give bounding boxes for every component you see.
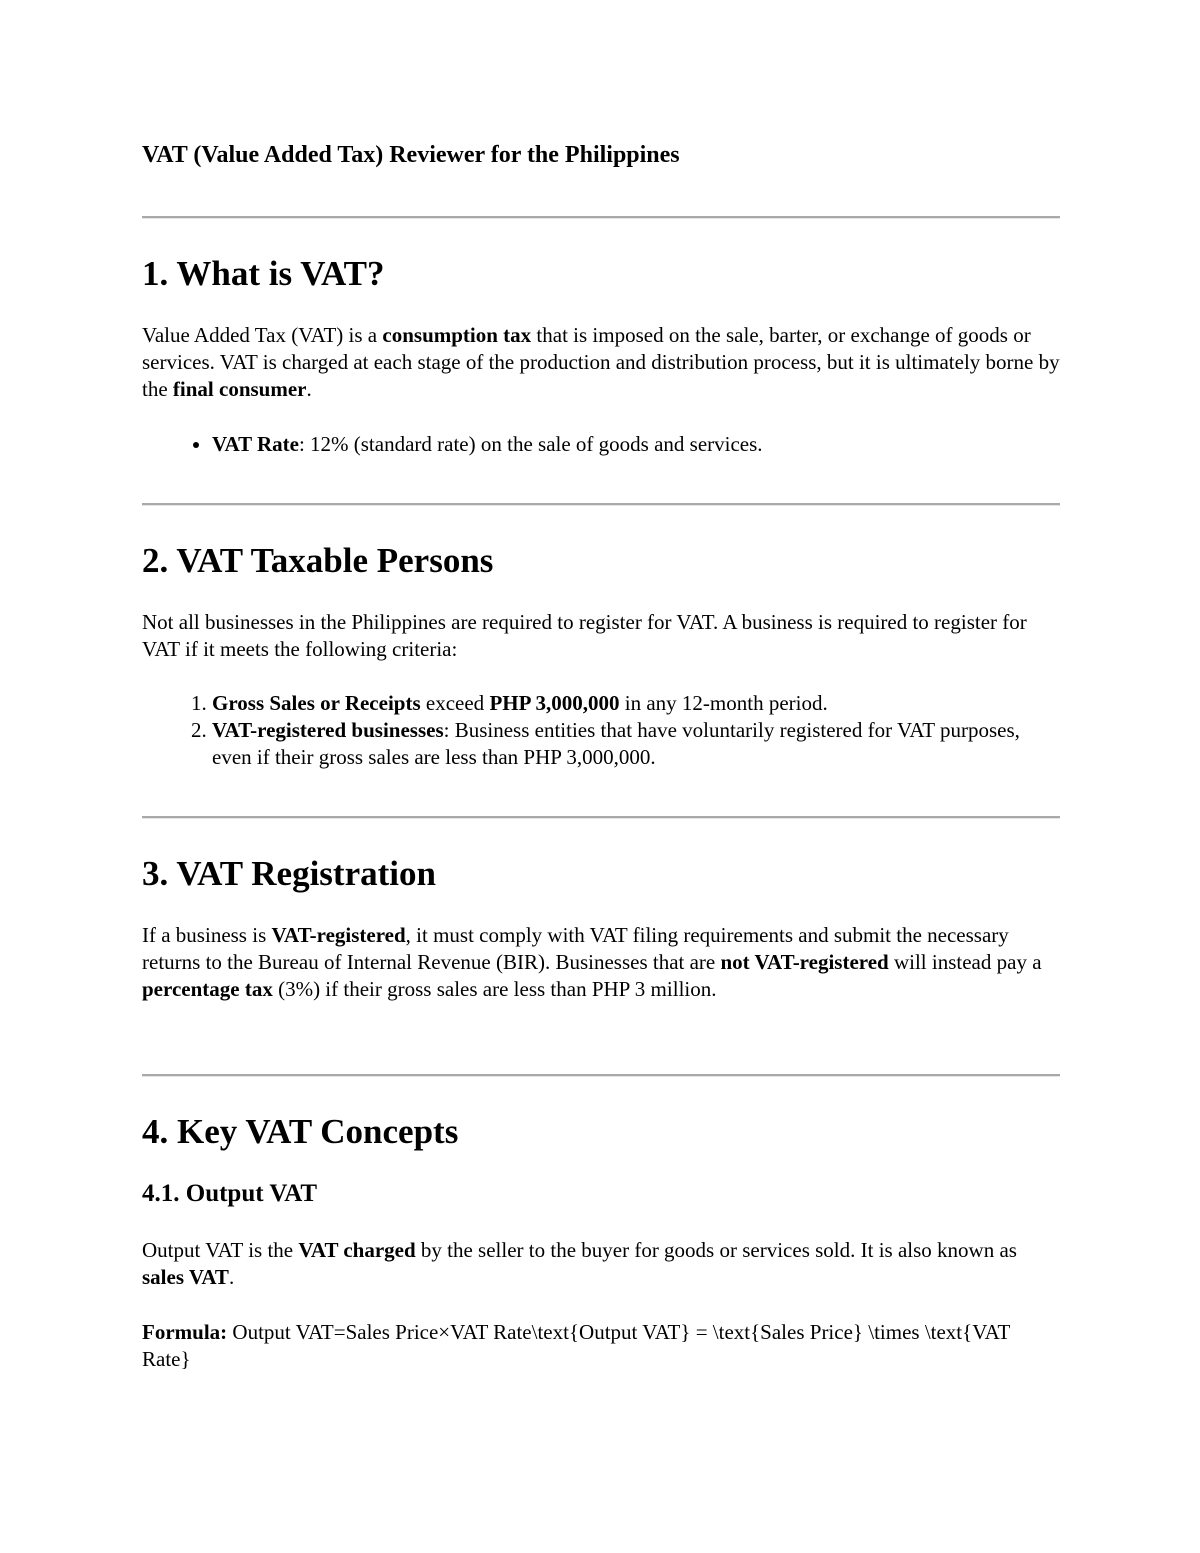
bold-term: VAT-registered xyxy=(271,923,406,947)
numbered-list xyxy=(142,690,1062,771)
bold-term: PHP 3,000,000 xyxy=(489,691,620,715)
bold-term: Formula: xyxy=(142,1320,228,1344)
text-run: , it must comply with VAT filing requirements and submit the necessary returns to the Bureau of Internal Revenue (BIR). Businesses that are xyxy=(142,923,1009,974)
section-paragraph xyxy=(142,322,1062,403)
bold-term: percentage tax xyxy=(142,977,273,1001)
text-run: exceed xyxy=(420,691,490,715)
text-run: : Business entities that have voluntarily registered for VAT purposes, even if their gross sales are less than PHP 3,000,000. xyxy=(212,718,1020,769)
list-item xyxy=(212,690,1062,717)
bold-term: final consumer xyxy=(172,377,307,401)
text-run: in any 12-month period. xyxy=(619,691,828,715)
bold-term: Gross Sales or Receipts xyxy=(212,691,421,715)
horizontal-rule xyxy=(142,503,1060,506)
text-run: : 12% (standard rate) on the sale of goods and services. xyxy=(298,432,763,456)
formula-paragraph xyxy=(142,1319,1062,1373)
section-heading-registration: 3. VAT Registration xyxy=(142,854,436,893)
text-run: (3%) if their gross sales are less than PHP 3 million. xyxy=(272,977,717,1001)
section-heading-taxable-persons: 2. VAT Taxable Persons xyxy=(142,541,494,580)
text-run: . xyxy=(306,377,312,401)
bullet-list xyxy=(142,431,1062,458)
bold-term: not VAT-registered xyxy=(720,950,889,974)
horizontal-rule xyxy=(142,816,1060,819)
document-title: VAT (Value Added Tax) Reviewer for the Philippines xyxy=(142,142,680,168)
text-run: . xyxy=(228,1265,235,1289)
bold-term: VAT Rate xyxy=(212,432,299,456)
text-run: Value Added Tax (VAT) is a xyxy=(142,323,383,347)
horizontal-rule xyxy=(142,1074,1060,1077)
bold-term: consumption tax xyxy=(382,323,532,347)
section-paragraph: Not all businesses in the Philippines are required to register for VAT. A business is required to register for VAT if it meets the following criteria: xyxy=(142,610,1027,661)
text-run: Output VAT is the xyxy=(142,1238,299,1262)
bold-term: VAT-registered businesses xyxy=(212,718,444,742)
text-run: by the seller to the buyer for goods or services sold. It is also known as xyxy=(415,1238,1017,1262)
section-paragraph xyxy=(142,1237,1062,1291)
list-item xyxy=(212,431,1062,458)
bold-term: VAT charged xyxy=(298,1238,416,1262)
formula-text: Output VAT=Sales Price×VAT Rate\text{Output VAT} = \text{Sales Price} \times \text{VAT Rate} xyxy=(142,1320,1010,1371)
bold-term: sales VAT xyxy=(142,1265,229,1289)
section-heading-key-concepts: 4. Key VAT Concepts xyxy=(142,1112,459,1151)
text-run: that is imposed on the sale, barter, or exchange of goods or services. VAT is charged at each stage of the production and distribution process, but it is ultimately borne by the xyxy=(142,323,1060,401)
section-paragraph xyxy=(142,922,1062,1003)
list-item xyxy=(212,717,1062,771)
section-heading-what-is-vat: 1. What is VAT? xyxy=(142,254,385,293)
subsection-heading-output-vat: 4.1. Output VAT xyxy=(142,1180,318,1207)
text-run: If a business is xyxy=(142,923,272,947)
horizontal-rule xyxy=(142,216,1060,219)
text-run: will instead pay a xyxy=(888,950,1042,974)
